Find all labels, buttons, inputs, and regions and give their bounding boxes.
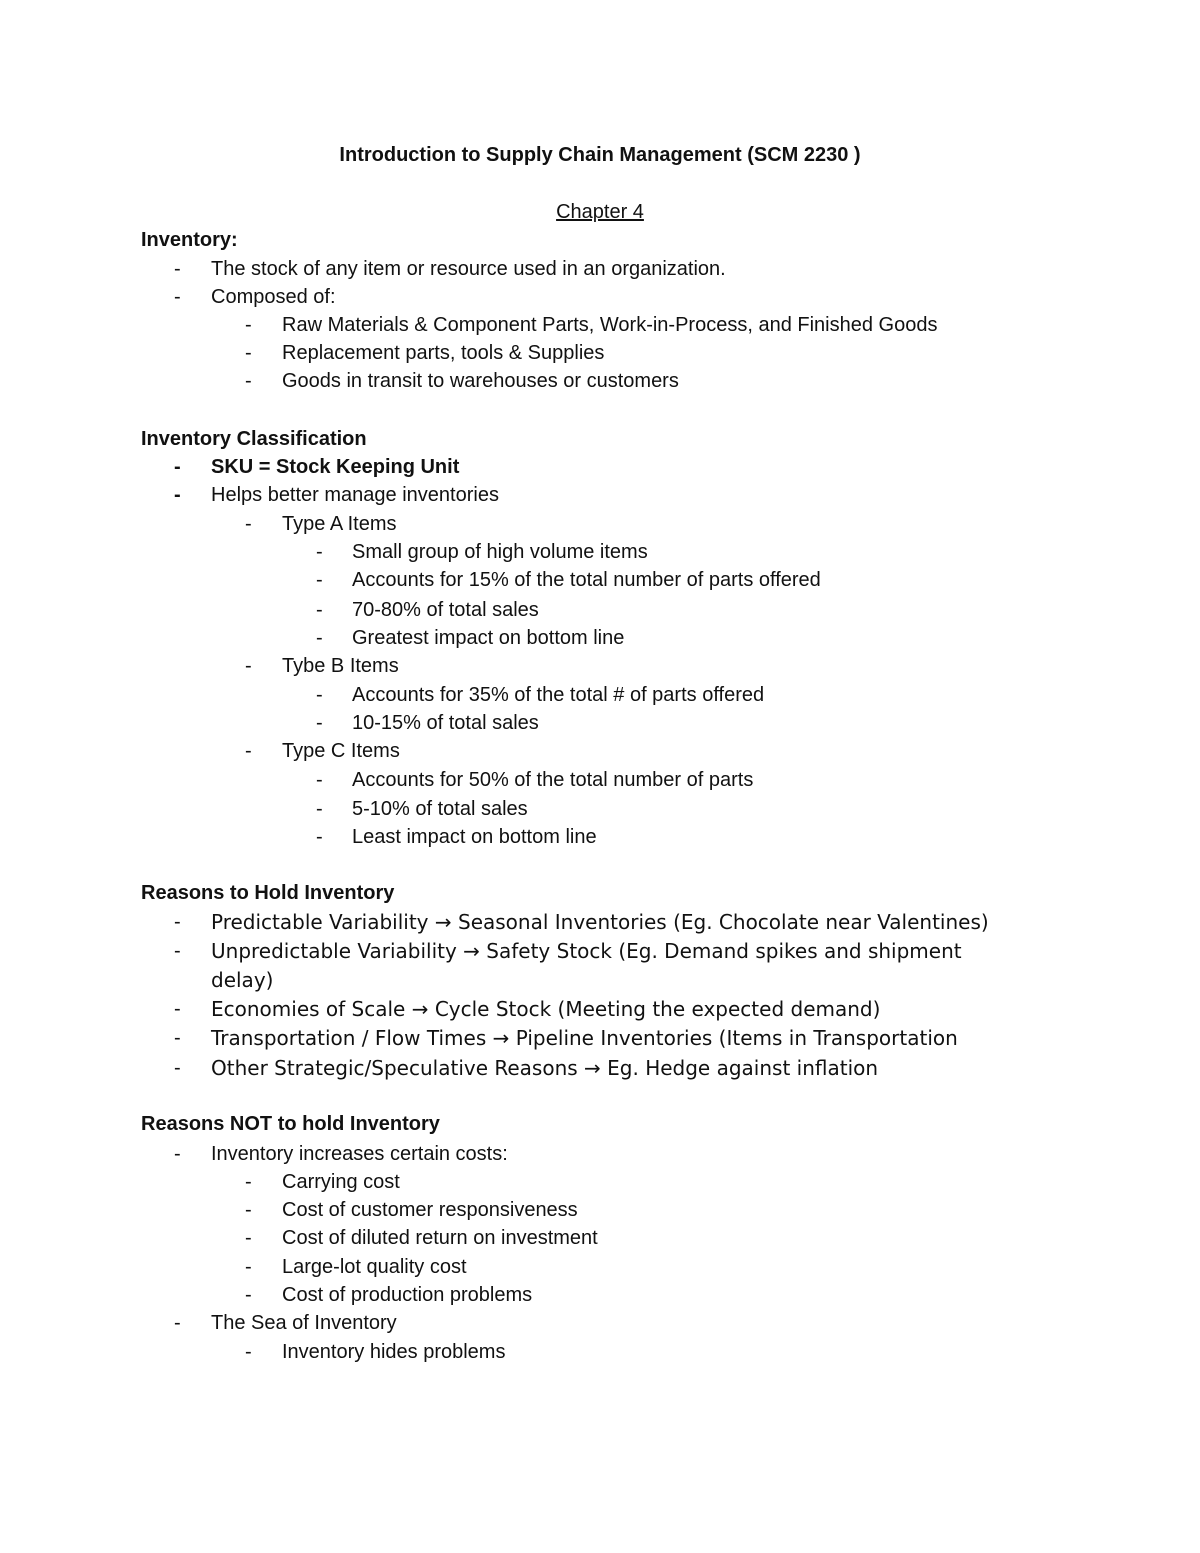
list-item: Least impact on bottom line [352, 826, 597, 848]
list-item: 70-80% of total sales [352, 599, 539, 621]
bullet-dash: - [174, 1143, 181, 1165]
bullet-dash: - [174, 1057, 181, 1079]
list-item: Inventory hides problems [282, 1341, 506, 1363]
list-item: Unpredictable Variability → Safety Stock (Eg. Demand spikes and shipment [211, 939, 962, 963]
bullet-dash: - [245, 342, 252, 364]
bullet-dash: - [245, 655, 252, 677]
list-item: 10-15% of total sales [352, 712, 539, 734]
list-item: 5-10% of total sales [352, 798, 528, 820]
bullet-dash: - [316, 826, 323, 848]
bullet-dash: - [245, 740, 252, 762]
list-item: Carrying cost [282, 1171, 400, 1193]
bullet-dash: - [245, 370, 252, 392]
list-item: Large-lot quality cost [282, 1256, 467, 1278]
list-item: SKU = Stock Keeping Unit [211, 456, 460, 478]
bullet-dash: - [316, 599, 323, 621]
bullet-dash: - [245, 513, 252, 535]
list-item: Accounts for 15% of the total number of parts offered [352, 569, 821, 591]
bullet-dash: - [174, 940, 181, 962]
bullet-dash: - [316, 684, 323, 706]
bullet-dash: - [245, 1341, 252, 1363]
list-item: Type A Items [282, 513, 397, 535]
section-heading-inventory: Inventory: [141, 229, 238, 251]
bullet-dash: - [245, 314, 252, 336]
list-item: The stock of any item or resource used in an organization. [211, 258, 726, 280]
bullet-dash: - [245, 1256, 252, 1278]
bullet-dash: - [174, 911, 181, 933]
section-heading-classification: Inventory Classification [141, 428, 367, 450]
chapter-heading: Chapter 4 [556, 201, 644, 223]
list-item: Helps better manage inventories [211, 484, 499, 506]
list-item: Economies of Scale → Cycle Stock (Meeting the expected demand) [211, 997, 881, 1021]
bullet-dash: - [174, 456, 181, 478]
list-item: Small group of high volume items [352, 541, 648, 563]
bullet-dash: - [174, 998, 181, 1020]
list-item: Greatest impact on bottom line [352, 627, 625, 649]
list-item: Tybe B Items [282, 655, 399, 677]
bullet-dash: - [245, 1171, 252, 1193]
list-item: Cost of production problems [282, 1284, 533, 1306]
list-item: Accounts for 50% of the total number of parts [352, 769, 754, 791]
bullet-dash: - [174, 1027, 181, 1049]
bullet-dash: - [316, 569, 323, 591]
bullet-dash: - [316, 712, 323, 734]
list-item: The Sea of Inventory [211, 1312, 397, 1334]
bullet-dash: - [316, 541, 323, 563]
document-title: Introduction to Supply Chain Management (SCM 2230 ) [339, 144, 861, 166]
list-item: Inventory increases certain costs: [211, 1143, 508, 1165]
bullet-dash: - [316, 798, 323, 820]
list-item-continuation: delay) [211, 968, 274, 992]
list-item: Transportation / Flow Times → Pipeline Inventories (Items in Transportation [211, 1026, 958, 1050]
bullet-dash: - [316, 627, 323, 649]
bullet-dash: - [174, 1312, 181, 1334]
bullet-dash: - [245, 1199, 252, 1221]
list-item: Type C Items [282, 740, 400, 762]
list-item: Cost of customer responsiveness [282, 1199, 578, 1221]
bullet-dash: - [174, 286, 181, 308]
bullet-dash: - [174, 484, 181, 506]
bullet-dash: - [245, 1227, 252, 1249]
bullet-dash: - [174, 258, 181, 280]
section-heading-reasons-hold: Reasons to Hold Inventory [141, 882, 395, 904]
list-item: Composed of: [211, 286, 336, 308]
list-item: Replacement parts, tools & Supplies [282, 342, 605, 364]
list-item: Cost of diluted return on investment [282, 1227, 598, 1249]
section-heading-reasons-not: Reasons NOT to hold Inventory [141, 1113, 440, 1135]
list-item: Accounts for 35% of the total # of parts offered [352, 684, 765, 706]
bullet-dash: - [316, 769, 323, 791]
list-item: Goods in transit to warehouses or customers [282, 370, 679, 392]
list-item: Raw Materials & Component Parts, Work-in-Process, and Finished Goods [282, 314, 938, 336]
bullet-dash: - [245, 1284, 252, 1306]
list-item: Predictable Variability → Seasonal Inventories (Eg. Chocolate near Valentines) [211, 910, 989, 934]
list-item: Other Strategic/Speculative Reasons → Eg. Hedge against inflation [211, 1056, 879, 1080]
